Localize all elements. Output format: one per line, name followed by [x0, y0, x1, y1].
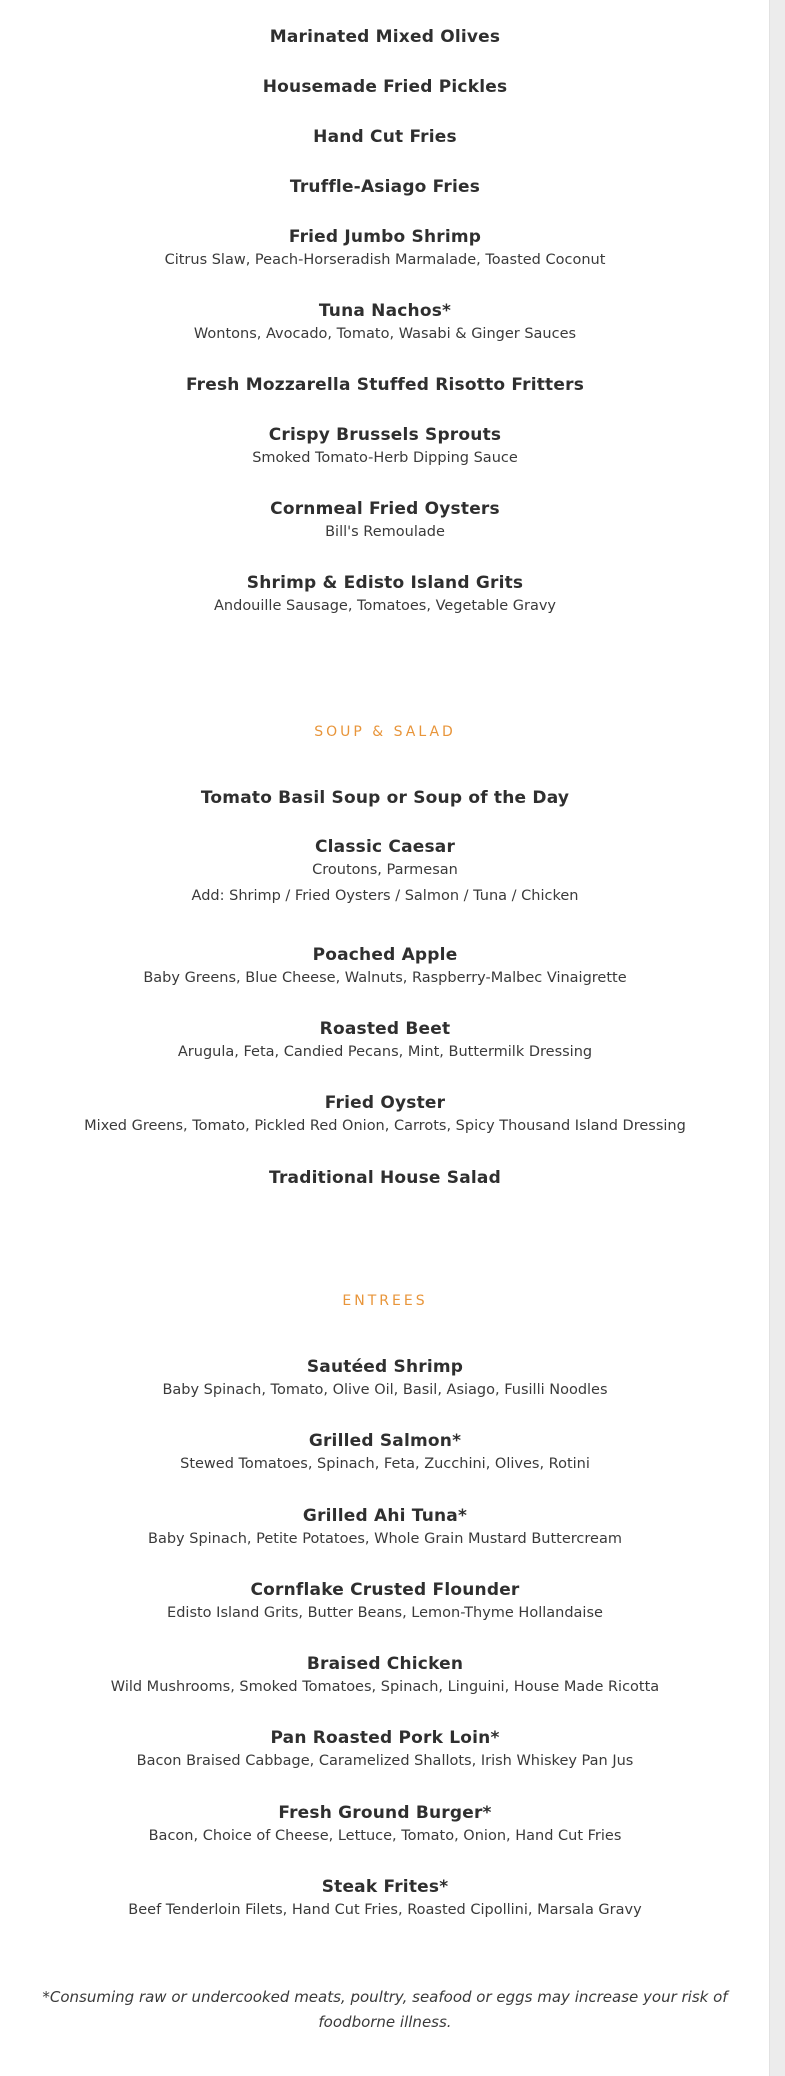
item-name: Cornflake Crusted Flounder — [250, 1580, 520, 1600]
item-name: Braised Chicken — [306, 1654, 464, 1674]
menu-item — [0, 76, 770, 98]
item-addons: Add: Shrimp / Fried Oysters / Salmon / Tuna / Chicken — [191, 888, 579, 904]
menu-item — [0, 26, 770, 48]
item-description: Arugula, Feta, Candied Pecans, Mint, Buttermilk Dressing — [177, 1044, 593, 1060]
item-description: Mixed Greens, Tomato, Pickled Red Onion, Carrots, Spicy Thousand Island Dressing — [84, 1118, 686, 1134]
item-name: Grilled Salmon* — [308, 1431, 462, 1451]
item-description: Baby Spinach, Petite Potatoes, Whole Grain Mustard Buttercream — [148, 1531, 622, 1547]
section-title-soup-salad: SOUP & SALAD — [314, 724, 456, 740]
item-name: Fresh Mozzarella Stuffed Risotto Fritters — [185, 375, 585, 395]
item-name: Poached Apple — [312, 945, 458, 965]
menu-item — [0, 126, 770, 148]
menu-item — [0, 1505, 770, 1551]
item-name: Roasted Beet — [319, 1019, 451, 1039]
menu-item — [0, 1356, 770, 1402]
menu-item — [0, 572, 770, 618]
menu-item — [0, 944, 770, 990]
menu-item — [0, 1430, 770, 1476]
item-description: Andouille Sausage, Tomatoes, Vegetable Gravy — [214, 598, 556, 614]
item-name: Hand Cut Fries — [313, 127, 457, 147]
item-name: Shrimp & Edisto Island Grits — [246, 573, 524, 593]
raw-food-disclaimer: *Consuming raw or undercooked meats, poultry, seafood or eggs may increase your risk of foodborne illness. — [42, 1988, 728, 2031]
menu-item — [0, 1727, 770, 1773]
item-name: Traditional House Salad — [269, 1168, 501, 1188]
menu-item — [0, 374, 770, 396]
item-name: Crispy Brussels Sprouts — [268, 425, 502, 445]
menu-item — [0, 836, 770, 908]
item-description: Baby Spinach, Tomato, Olive Oil, Basil, Asiago, Fusilli Noodles — [162, 1382, 608, 1398]
item-description: Wild Mushrooms, Smoked Tomatoes, Spinach, Linguini, House Made Ricotta — [110, 1679, 660, 1695]
menu-item — [0, 300, 770, 346]
menu-item — [0, 1167, 770, 1189]
item-name: Tuna Nachos* — [318, 301, 452, 321]
item-description: Bacon, Choice of Cheese, Lettuce, Tomato, Onion, Hand Cut Fries — [148, 1828, 622, 1844]
item-name: Housemade Fried Pickles — [262, 77, 508, 97]
menu-item — [0, 498, 770, 544]
item-description: Baby Greens, Blue Cheese, Walnuts, Raspberry-Malbec Vinaigrette — [143, 970, 627, 986]
menu-item — [0, 1092, 770, 1138]
item-description: Edisto Island Grits, Butter Beans, Lemon-Thyme Hollandaise — [167, 1605, 603, 1621]
menu-item — [0, 424, 770, 470]
menu-item — [0, 787, 770, 809]
menu-item — [0, 1802, 770, 1848]
item-name: Sautéed Shrimp — [306, 1357, 464, 1377]
item-description: Bill's Remoulade — [325, 524, 445, 540]
menu-item — [0, 176, 770, 198]
item-name: Steak Frites* — [321, 1877, 449, 1897]
item-description: Smoked Tomato-Herb Dipping Sauce — [252, 450, 518, 466]
menu-item — [0, 226, 770, 272]
section-title-entrees: ENTREES — [342, 1293, 428, 1309]
item-name: Classic Caesar — [314, 837, 456, 857]
item-description: Stewed Tomatoes, Spinach, Feta, Zucchini, Olives, Rotini — [180, 1456, 590, 1472]
item-description: Croutons, Parmesan — [312, 862, 458, 878]
item-name: Grilled Ahi Tuna* — [302, 1506, 468, 1526]
item-description: Citrus Slaw, Peach-Horseradish Marmalade, Toasted Coconut — [164, 252, 606, 268]
item-name: Fresh Ground Burger* — [278, 1803, 492, 1823]
menu-item — [0, 1579, 770, 1625]
menu-item — [0, 1018, 770, 1064]
menu-item — [0, 1653, 770, 1699]
item-name: Cornmeal Fried Oysters — [270, 499, 500, 519]
vertical-scrollbar[interactable] — [769, 0, 785, 2076]
item-name: Pan Roasted Pork Loin* — [270, 1728, 500, 1748]
item-name: Tomato Basil Soup or Soup of the Day — [200, 788, 570, 808]
item-description: Wontons, Avocado, Tomato, Wasabi & Ginger Sauces — [193, 326, 577, 342]
item-description: Beef Tenderloin Filets, Hand Cut Fries, Roasted Cipollini, Marsala Gravy — [128, 1902, 642, 1918]
menu-item — [0, 1876, 770, 1922]
item-description: Bacon Braised Cabbage, Caramelized Shallots, Irish Whiskey Pan Jus — [136, 1753, 634, 1769]
item-name: Marinated Mixed Olives — [269, 27, 501, 47]
item-name: Fried Jumbo Shrimp — [288, 227, 482, 247]
item-name: Truffle-Asiago Fries — [289, 177, 481, 197]
item-name: Fried Oyster — [324, 1093, 446, 1113]
